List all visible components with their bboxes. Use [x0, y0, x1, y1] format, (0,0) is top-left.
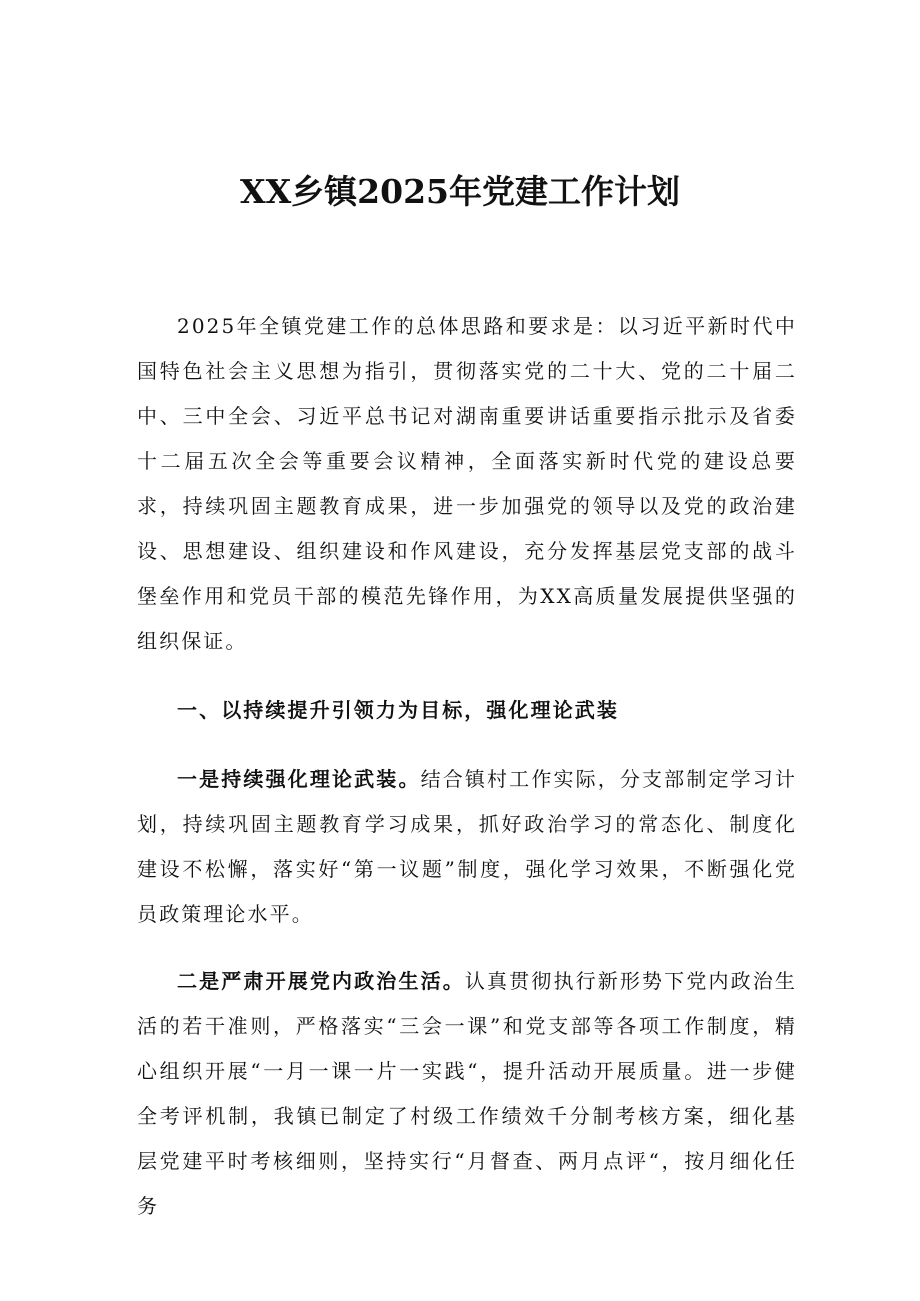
section-heading-1: 一、以持续提升引领力为目标，强化理论武装	[177, 698, 619, 722]
item-paragraph-2	[137, 959, 797, 1229]
item-text-1: 结合镇村工作实际，分支部制定学习计划，持续巩固主题教育学习成果，抓好政治学习的常态化、制度化建设不松懈，落实好“第一议题”制度，强化学习效果，不断强化党员政策理论水平。	[137, 767, 797, 926]
document-title: XX乡镇2025年党建工作计划	[239, 172, 681, 211]
item-text-2: 认真贯彻执行新形势下党内政治生活的若干准则，严格落实“三会一课”和党支部等各项工作制度，精心组织开展“一月一课一片一实践“，提升活动开展质量。进一步健全考评机制，我镇已制定了村级工作绩效千分制考核方案，细化基层党建平时考核细则，坚持实行“月督查、两月点评“，按月细化任务	[137, 969, 797, 1218]
item-paragraph-1	[137, 757, 797, 937]
item-lead-1: 一是持续强化理论武装。	[177, 767, 421, 791]
item-lead-2: 二是严肃开展党内政治生活。	[177, 969, 465, 993]
document-body	[137, 304, 797, 1229]
intro-paragraph: 2025年全镇党建工作的总体思路和要求是：以习近平新时代中国特色社会主义思想为指引，贯彻落实党的二十大、党的二十届二中、三中全会、习近平总书记对湖南重要讲话重要指示批示及省委十二届五次全会等重要会议精神，全面落实新时代党的建设总要求，持续巩固主题教育成果，进一步加强党的领导以及党的政治建设、思想建设、组织建设和作风建设，充分发挥基层党支部的战斗堡垒作用和党员干部的模范先锋作用，为XX高质量发展提供坚强的组织保证。	[137, 314, 797, 653]
